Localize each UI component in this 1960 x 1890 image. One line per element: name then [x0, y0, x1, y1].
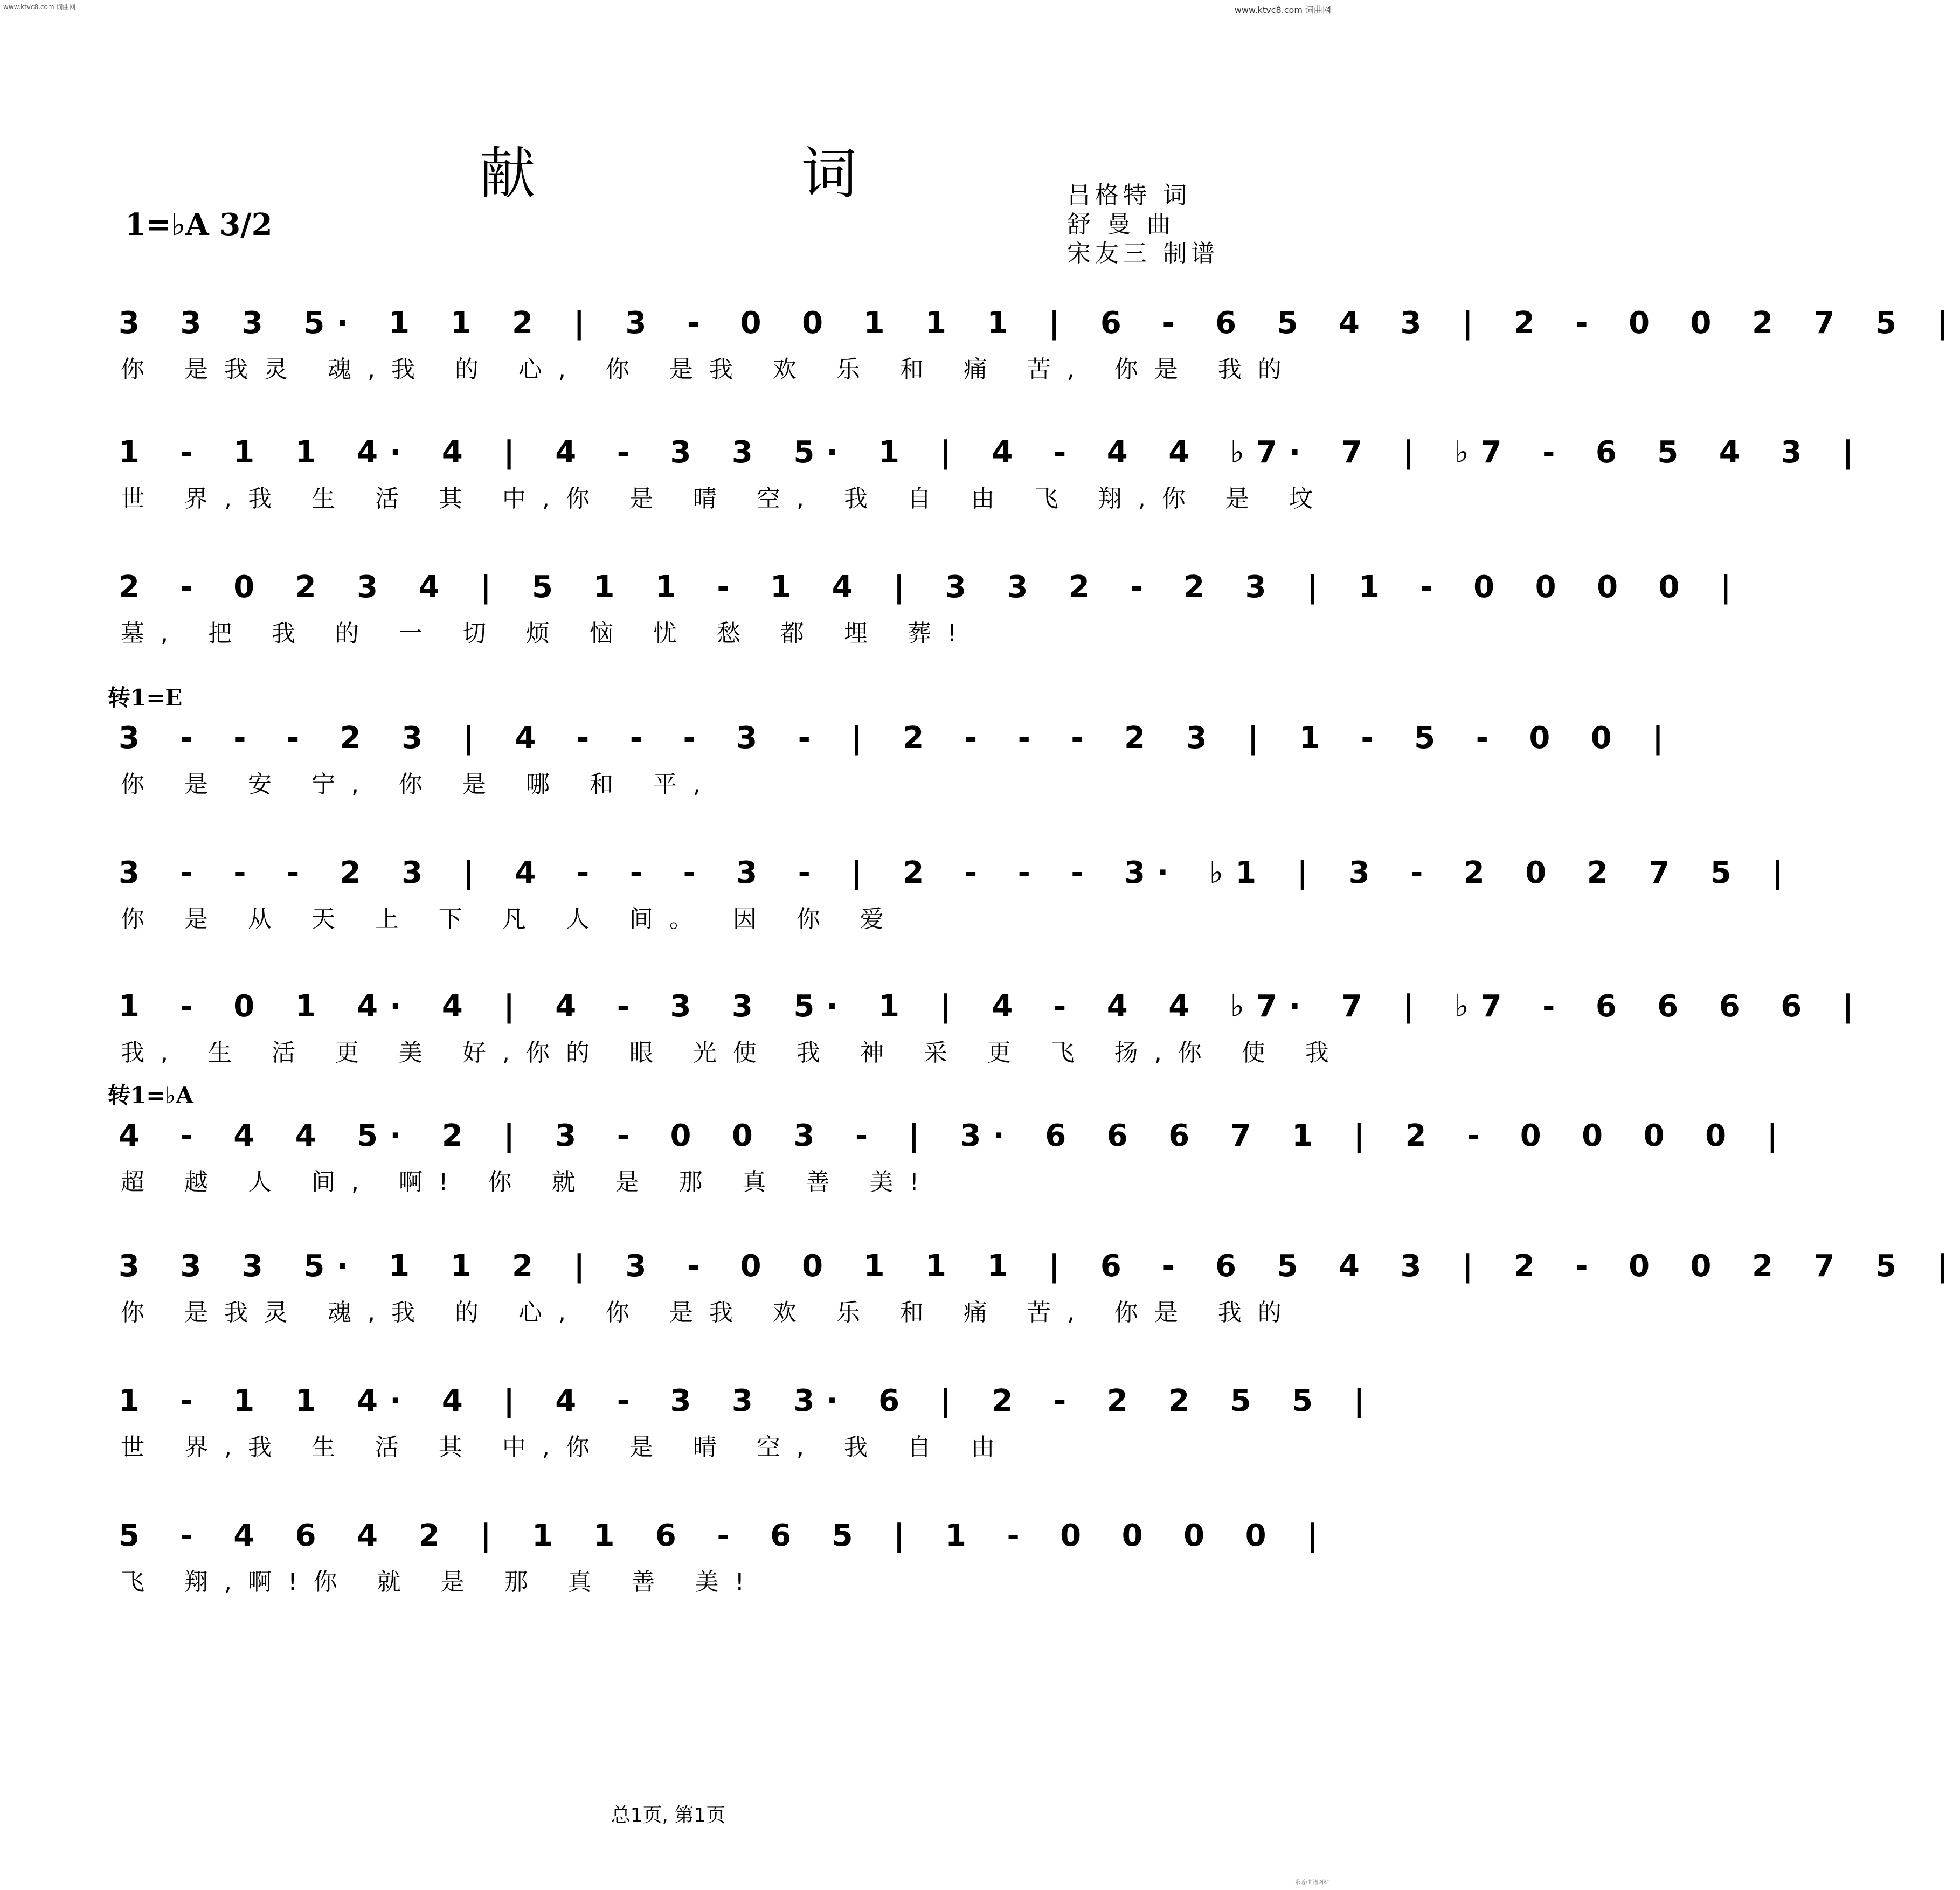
- lyric-line: 你 是我灵 魂,我 的 心, 你 是我 欢 乐 和 痛 苦, 你是 我的: [121, 356, 1298, 383]
- notation-line: 3 3 3 5· 1 1 2 | 3 - 0 0 1 1 1 | 6 - 6 5 4 3 | 2 - 0 0 2 7 5 |: [119, 306, 1960, 341]
- lyric-line: 世 界,我 生 活 其 中,你 是 晴 空, 我 自 由 飞 翔,你 是 坟: [121, 485, 1329, 513]
- lyric-line: 世 界,我 生 活 其 中,你 是 晴 空, 我 自 由: [121, 1434, 1011, 1461]
- modulation-label: 转1=E: [108, 684, 183, 711]
- lyric-line: 超 越 人 间, 啊! 你 就 是 那 真 善 美!: [121, 1168, 936, 1196]
- notation-line: 1 - 1 1 4· 4 | 4 - 3 3 5· 1 | 4 - 4 4 ♭7· 7 | ♭7 - 6 5 4 3 |: [119, 435, 1866, 470]
- lyric-line: 你 是我灵 魂,我 的 心, 你 是我 欢 乐 和 痛 苦, 你是 我的: [121, 1299, 1298, 1326]
- notation-line: 3 - - - 2 3 | 4 - - - 3 - | 2 - - - 2 3 | 1 - 5 - 0 0 |: [119, 721, 1675, 756]
- lyricist-credit: 吕格特 词: [1067, 182, 1191, 209]
- corner-watermark: 乐谱/曲谱网站: [1294, 1880, 1329, 1886]
- modulation-label: 转1=♭A: [108, 1082, 193, 1109]
- notation-line: 3 - - - 2 3 | 4 - - - 3 - | 2 - - - 3· ♭1 | 3 - 2 0 2 7 5 |: [119, 855, 1795, 890]
- lyric-line: 你 是 安 宁, 你 是 哪 和 平,: [121, 771, 717, 798]
- notation-line: 1 - 1 1 4· 4 | 4 - 3 3 3· 6 | 2 - 2 2 5 5 |: [119, 1383, 1377, 1418]
- notation-line: 3 3 3 5· 1 1 2 | 3 - 0 0 1 1 1 | 6 - 6 5 4 3 | 2 - 0 0 2 7 5 |: [119, 1249, 1960, 1284]
- composer-credit: 舒 曼 曲: [1067, 211, 1175, 238]
- lyric-line: 我, 生 活 更 美 好,你的 眼 光使 我 神 采 更 飞 扬,你 使 我: [121, 1039, 1345, 1067]
- site-watermark-left: www.ktvc8.com 词曲网: [3, 3, 76, 11]
- arranger-credit: 宋友三 制谱: [1067, 240, 1219, 267]
- notation-line: 5 - 4 6 4 2 | 1 1 6 - 6 5 | 1 - 0 0 0 0 |: [119, 1518, 1330, 1553]
- page-footer: 总1页, 第1页: [611, 1804, 726, 1826]
- credits: [1067, 181, 1219, 268]
- notation-line: 1 - 0 1 4· 4 | 4 - 3 3 5· 1 | 4 - 4 4 ♭7· 7 | ♭7 - 6 6 6 6 |: [119, 989, 1866, 1024]
- song-title: 献 词: [479, 141, 981, 206]
- notation-line: 2 - 0 2 3 4 | 5 1 1 - 1 4 | 3 3 2 - 2 3 | 1 - 0 0 0 0 |: [119, 570, 1743, 605]
- key-signature: 1=♭A 3/2: [125, 207, 273, 243]
- lyric-line: 飞 翔,啊!你 就 是 那 真 善 美!: [121, 1568, 761, 1596]
- lyric-line: 你 是 从 天 上 下 凡 人 间。 因 你 爱: [121, 905, 900, 933]
- lyric-line: 墓, 把 我 的 一 切 烦 恼 忧 愁 都 埋 葬!: [121, 620, 973, 647]
- site-watermark-right: www.ktvc8.com 词曲网: [1234, 5, 1331, 15]
- notation-line: 4 - 4 4 5· 2 | 3 - 0 0 3 - | 3· 6 6 6 7 1 | 2 - 0 0 0 0 |: [119, 1118, 1790, 1153]
